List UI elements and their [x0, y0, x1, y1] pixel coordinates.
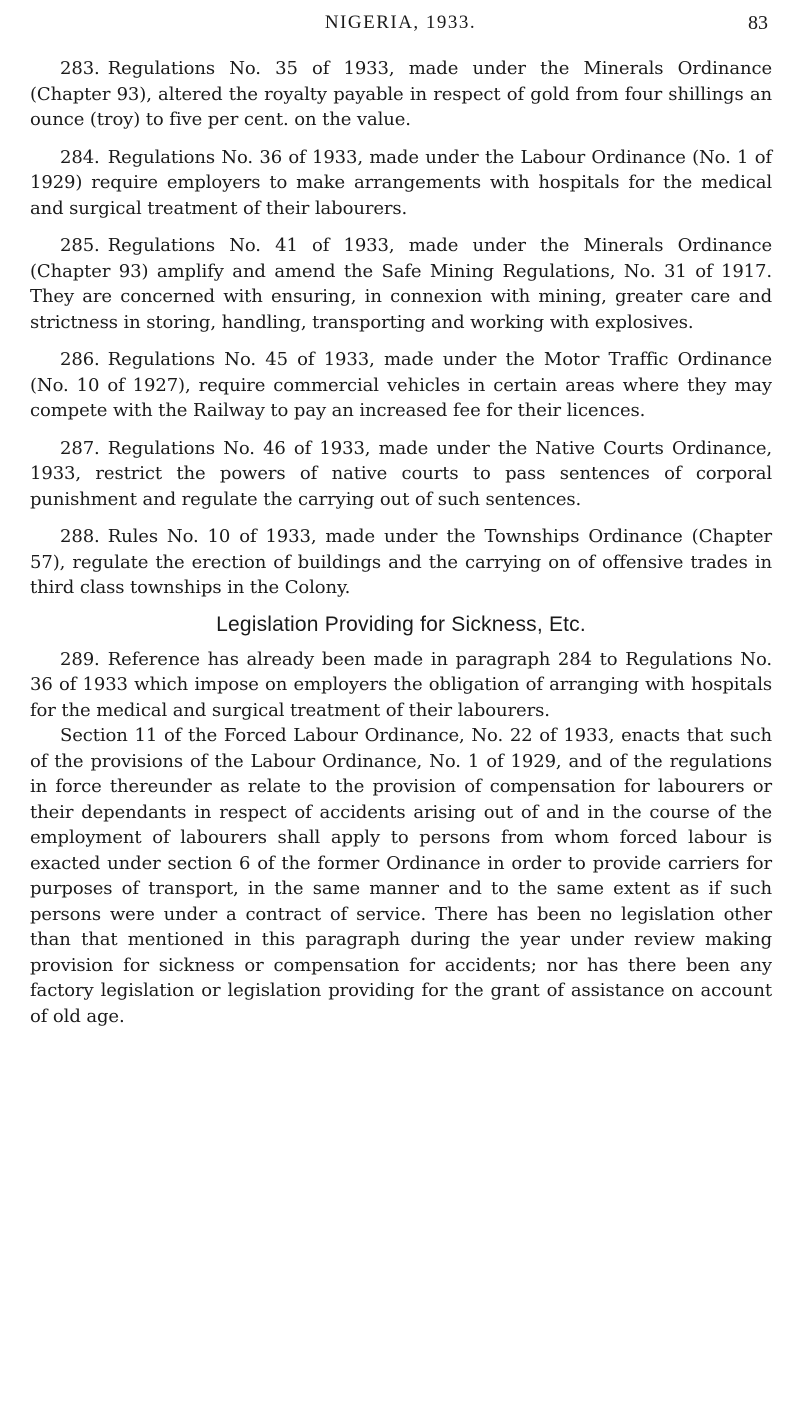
- paragraph-289: [30, 647, 772, 724]
- paragraph-number: 289.: [60, 648, 100, 670]
- paragraph-284: [30, 145, 772, 222]
- page-number: 83: [748, 12, 768, 34]
- page-body: [30, 56, 772, 1041]
- paragraph-number: 286.: [60, 349, 100, 370]
- section-heading: Legislation Providing for Sickness, Etc.: [216, 612, 586, 636]
- paragraph-285: [30, 233, 772, 335]
- paragraph-text: Regulations No. 45 of 1933, made under the Motor Traffic Ordinance (No. 10 of 1927), require commercial vehicles in certain areas where they may compete with the Railway to pay an increased fee for their licences.: [30, 349, 772, 421]
- paragraph-number: 283.: [60, 58, 100, 79]
- paragraph-text: Regulations No. 35 of 1933, made under the Minerals Ordinance (Chapter 93), altered the royalty payable in respect of gold from four shillings an ounce (troy) to five per cent. on the value.: [30, 58, 772, 130]
- paragraph-286: [30, 347, 772, 424]
- paragraph-288: [30, 524, 772, 601]
- paragraph-number: 284.: [60, 146, 100, 168]
- paragraph-283: [30, 56, 772, 133]
- paragraph-289-continuation: Section 11 of the Forced Labour Ordinance, No. 22 of 1933, enacts that such of the provisions of the Labour Ordinance, No. 1 of 1929, and of the regulations in force thereunder as relate to the provision of compensation for labourers or their dependants in respect of accidents arising out of and in the course of the employment of labourers shall apply to persons from whom forced labour is exacted under section 6 of the former Ordinance in order to provide carriers for purposes of transport, in the same manner and to the same extent as if such persons were under a contract of service. There has been no legislation other than that mentioned in this paragraph during the year under review making provision for sickness or compensation for accidents; nor has there been any factory legislation or legislation providing for the grant of assistance on account of old age.: [30, 725, 772, 1027]
- paragraph-text: Regulations No. 36 of 1933, made under the Labour Ordinance (No. 1 of 1929) require employers to make arrangements with hospitals for the medical and surgical treatment of their labourers.: [30, 146, 772, 219]
- paragraph-287: [30, 436, 772, 513]
- page-header: [0, 12, 801, 40]
- running-title: NIGERIA, 1933.: [324, 12, 477, 33]
- paragraph-text: Regulations No. 46 of 1933, made under the Native Courts Ordinance, 1933, restrict the powers of native courts to pass sentences of corporal punishment and regulate the carrying out of such sentences.: [30, 437, 772, 510]
- paragraph-number: 288.: [60, 526, 100, 547]
- paragraph-number: 285.: [60, 235, 100, 256]
- paragraph-text: Regulations No. 41 of 1933, made under the Minerals Ordinance (Chapter 93) amplify and amend the Safe Mining Regulations, No. 31 of 1917. They are concerned with ensuring, in connexion with mining, greater care and strictness in storing, handling, transporting and working with explosives.: [30, 235, 772, 333]
- paragraph-text: Reference has already been made in paragraph 284 to Regulations No. 36 of 1933 which impose on employers the obligation of arranging with hospitals for the medical and surgical treatment of their labourers.: [30, 648, 772, 721]
- paragraph-text: Rules No. 10 of 1933, made under the Townships Ordinance (Chapter 57), regulate the erection of buildings and the carrying on of offensive trades in third class townships in the Colony.: [30, 526, 772, 598]
- paragraph-number: 287.: [60, 437, 100, 459]
